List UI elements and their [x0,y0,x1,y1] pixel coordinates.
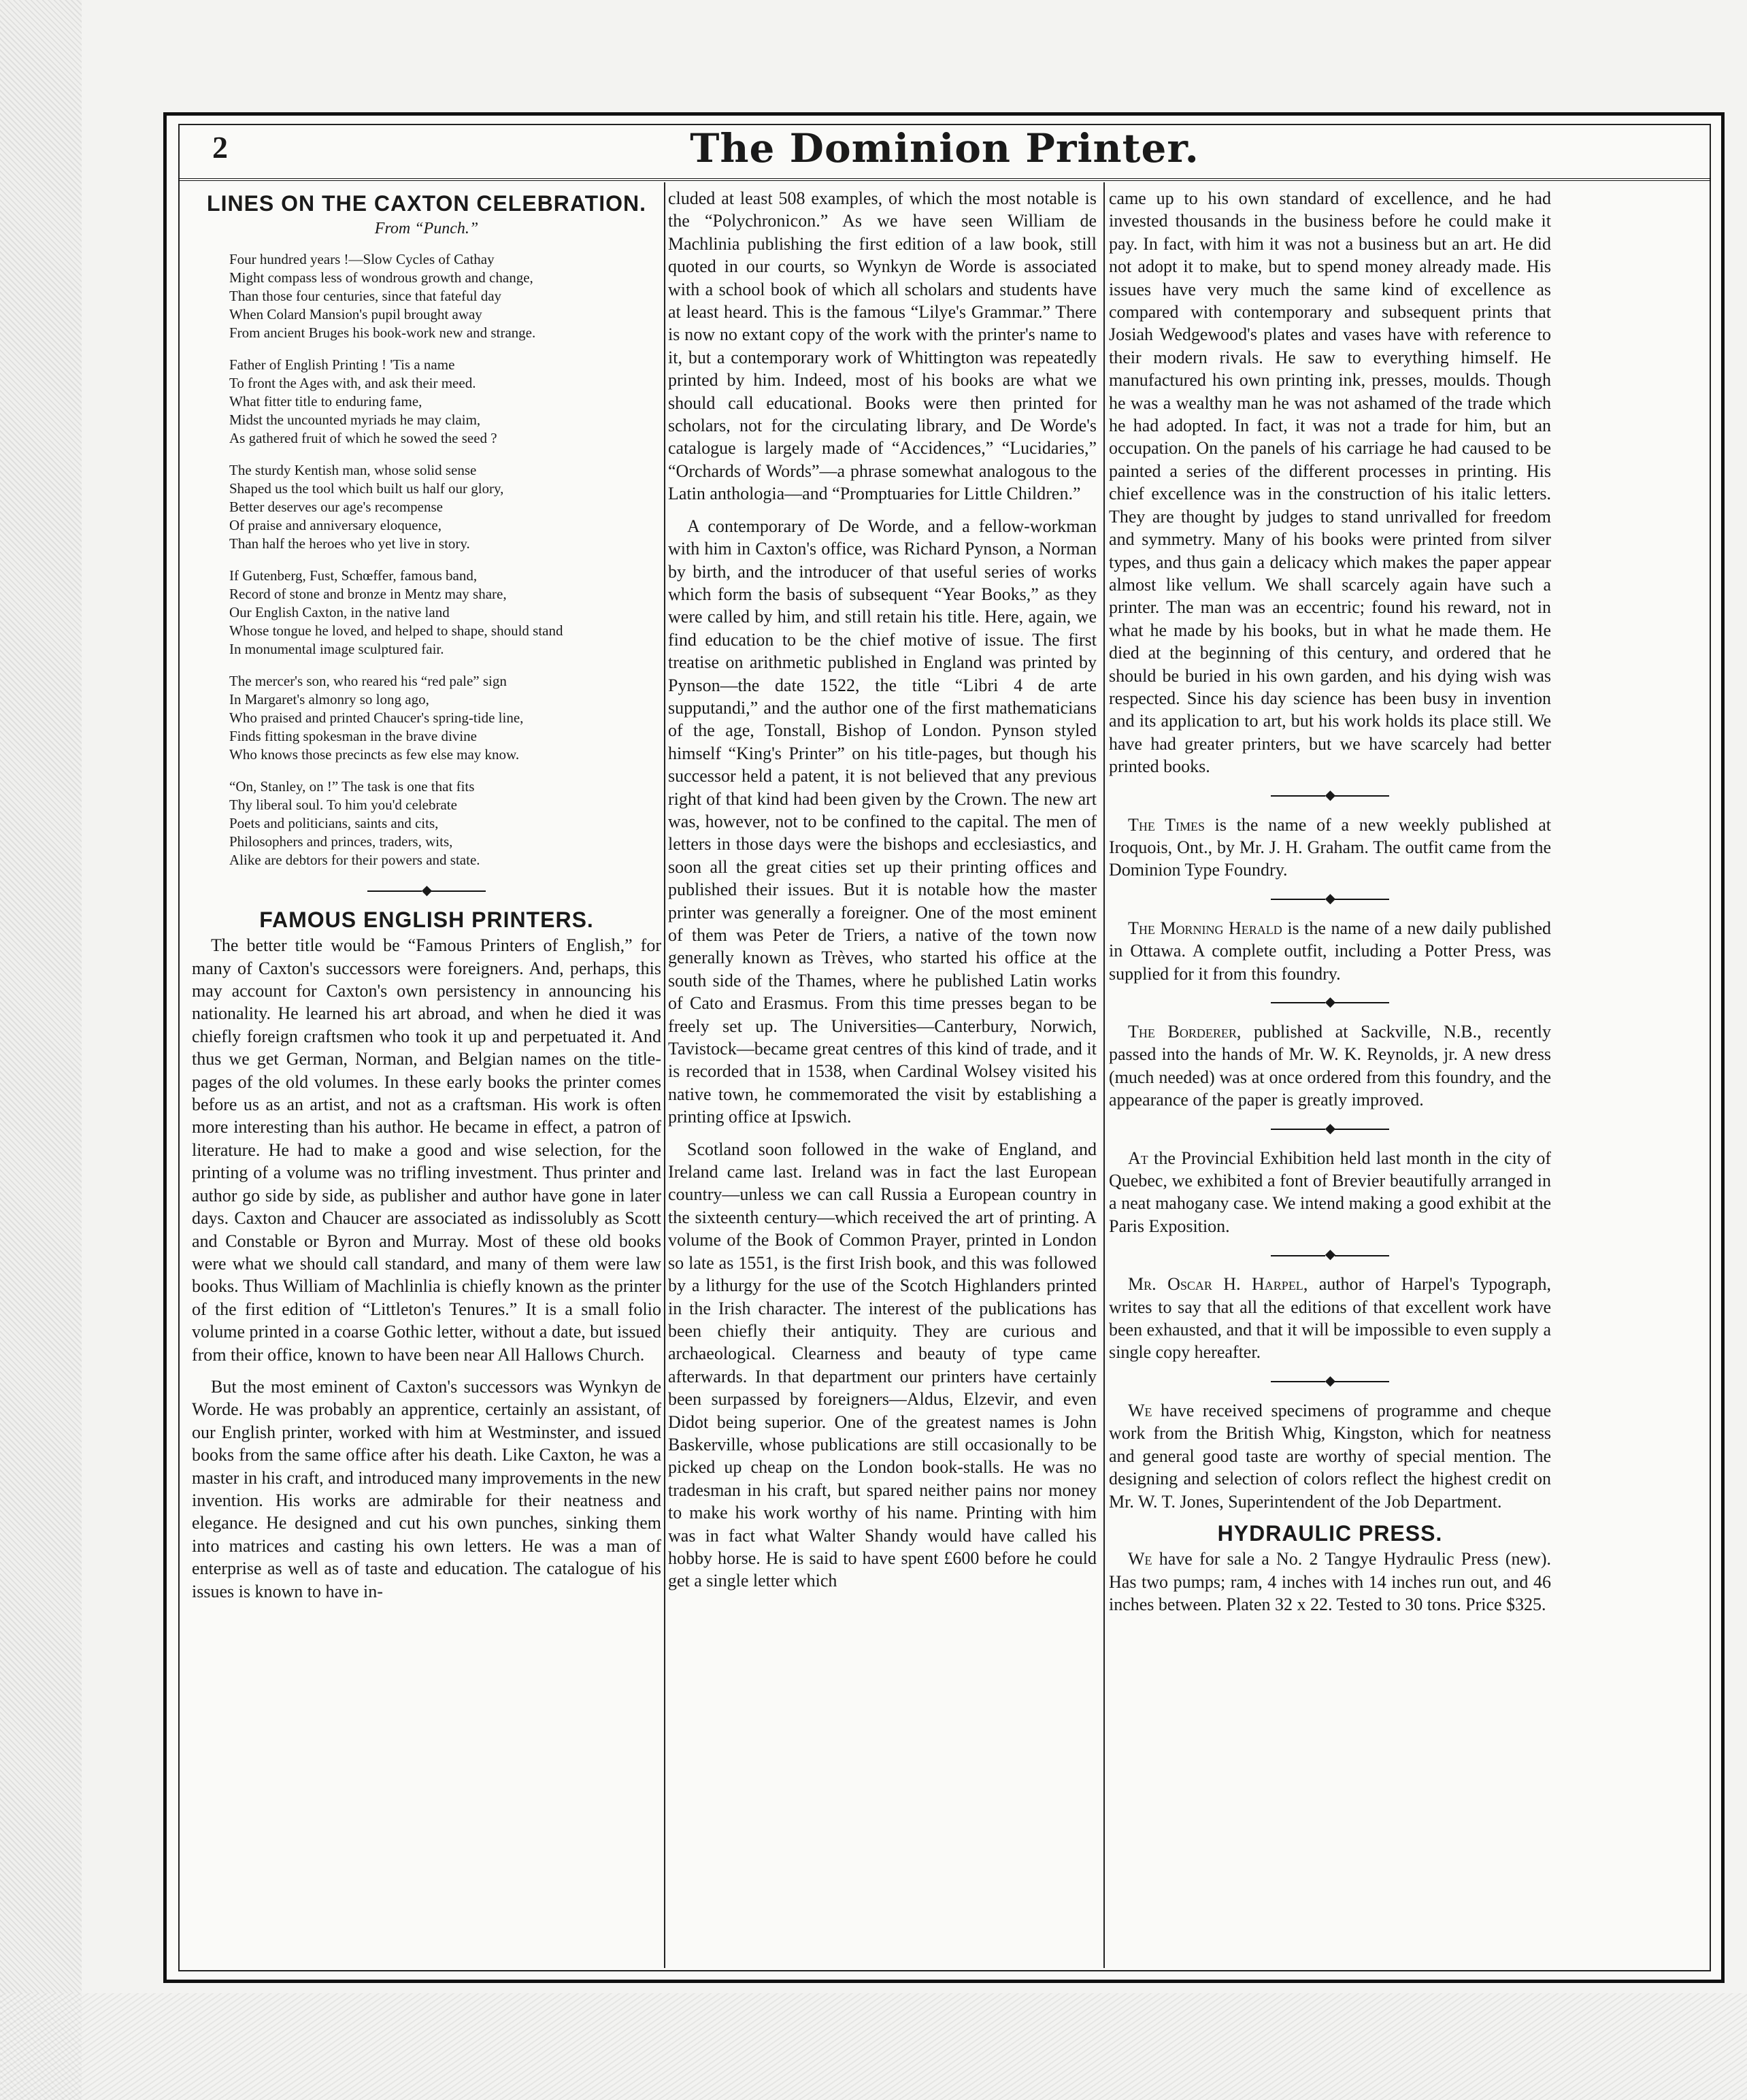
poem-line: As gathered fruit of which he sowed the seed ? [229,429,497,446]
poem-line: When Colard Mansion's pupil brought away [229,305,482,322]
column-3 [1109,187,1551,1956]
poem-stanza [229,250,661,342]
poem-line: Than half the heroes who yet live in story. [229,535,470,552]
poem-stanza [229,356,661,448]
section-ornament: ◆ [1109,1121,1551,1136]
notice-text: is the name of a new daily published in Ottawa. A complete outfit, including a Potter Press, was supplied for it from this foundry. [1109,918,1551,984]
poem-line: If Gutenberg, Fust, Schœffer, famous band, [229,567,478,584]
poem-line: Four hundred years !—Slow Cycles of Cathay [229,250,495,267]
poem-line: The mercer's son, who reared his “red pale” sign [229,672,507,689]
poem-line: Midst the uncounted myriads he may claim, [229,411,481,428]
notice-lead: The Morning Herald [1128,918,1282,938]
poem-line: Record of stone and bronze in Mentz may share, [229,585,507,602]
notice-exhibition [1109,1147,1551,1238]
poem-line: Than those four centuries, since that fateful day [229,287,502,304]
poem-line: Poets and politicians, saints and cits, [229,814,439,831]
notice-harpel [1109,1273,1551,1364]
poem-line: Thy liberal soul. To him you'd celebrate [229,796,457,813]
section-ornament: ◆ [1109,788,1551,803]
notice-times [1109,814,1551,882]
article-paragraph: came up to his own standard of excellence, and he had invested thousands in the business before he could make it pay. In fact, with him it was not a business but an art. He did not adopt it to make, but to spend money already made. His issues have very much the same kind of excellence as compared with contemporary and subsequent prints that Josiah Wedgewood's plates and vases have with reference to their modern rivals. He saw to everything himself. He manufactured his own printing ink, presses, moulds. Though he was a wealthy man he was not ashamed of the trade which he had adopted. In fact, it was not a trade for him, but an occupation. On the panels of his carriage he had caused to be painted a series of the different processes in printing. His chief excellence was in the construction of his italic letters. They are thought by judges to stand unrivalled for freedom and symmetry. Many of his books were printed from silver types, and thus gain a delicacy which makes the paper appear almost like vellum. We shall scarcely again have such a printer. The man was an eccentric; found his reward, not in what he made by his books, but in what he made them. He died at the beginning of this century, and ordered that he should be buried in his own garden, and his dying wish was respected. Since his day science has been busy in invention and its application to art, but his work holds its place still. We have had greater printers, but we have scarcely had better printed books. [1109,188,1551,777]
column-2 [668,187,1097,1956]
notice-british-whig [1109,1399,1551,1513]
poem-line: Alike are debtors for their powers and state. [229,851,480,868]
poem-heading: LINES ON THE CAXTON CELEBRATION. [207,191,646,216]
newspaper-title: The Dominion Printer. [690,125,1199,171]
article-paragraph: A contemporary of De Worde, and a fellow-workman with him in Caxton's office, was Richard Pynson, a Norman by birth, and the introducer of that useful series of works which form the basis of subsequent “Year Books,” as they were called by him, and still retain his title. Here, again, we find education to be the chief motive of issue. The first treatise on arithmetic published in England was printed by Pynson—the date 1522, the title “Libri 4 de arte supputandi,” and the author one of the first mathematicians of the age, Tonstall, Bishop of London. Pynson styled himself “King's Printer” on his title-pages, but though his successor held a patent, it is not believed that any previous right of that kind had been given by the Crown. The new art was, however, not to be confined to the capital. The men of letters in those days were the bishops and ecclesiastics, and soon all the great cities set up their printing offices and published their issues. But it is notable how the master printer was generally a foreigner. One of the most eminent of them was Peter de Triers, a native of the town now generally known as Trèves, who started his office at the south side of the Thames, where he published Latin works of Cato and Erasmus. From this time presses began to be freely set up. The Universities—Canterbury, Norwich, Tavistock—became great centres of this kind of trade, and it is recorded that in 1538, when Cardinal Wolsey visited his native town, he commemorated the visit by establishing a printing office at Ipswich. [668,516,1097,1127]
section-ornament: ◆ [1109,891,1551,906]
article-paragraph: cluded at least 508 examples, of which the most notable is the “Polychronicon.” As we have seen William de Machlinia publishing the first edition of a law book, still quoted in our courts, so Wynkyn de Worde is associated with a school book of which all scholars and students have at least heard. This is the famous “Lilye's Grammar.” There is now no extant copy of the work with the printer's name to it, but a contemporary work of Whittington was repeatedly printed by him. Indeed, most of his books are what we should call educational. Books were then printed for scholars, not for the circulating library, and De Worde's catalogue is largely made of “Accidences,” “Lucidaries,” “Orchards of Words”—a phrase somewhat analogous to the Latin anthologia—and “Promptuaries for Little Children.” [668,188,1097,504]
poem-stanza [229,461,661,553]
notice-lead: Mr. Oscar H. Harpel [1128,1274,1303,1295]
poem-line: The sturdy Kentish man, whose solid sense [229,461,477,478]
poem-line: Whose tongue he loved, and helped to shape, should stand [229,622,563,639]
poem-line: Who knows those precincts as few else may know. [229,746,520,763]
section-ornament: ◆ [1109,1247,1551,1262]
ad-lead: We [1128,1549,1152,1569]
poem-line: Better deserves our age's recompense [229,498,443,515]
article-paragraph: Scotland soon followed in the wake of England, and Ireland came last. Ireland was in fact the last European country—unless we can call Russia a European country in the sixteenth century—which received the art of printing. A volume of the Book of Common Prayer, printed in London so late as 1551, is the first Irish book, and this was followed by a lithurgy for the use of the Scotch Highlanders printed in the Irish character. The interest of the publications has been chiefly their antiquity. They are curious and archaeological. Clearness and beauty of type came afterwards. In that department our printers have certainly been surpassed by foreigners—Aldus, Elzevir, and even Didot being superior. One of the greatest names is John Baskerville, whose publications are still occasionally to be picked up cheap on the London book-stalls. He was no tradesman in his craft, but spared neither pains nor money to make his work worthy of his name. Printing with him was in fact what Walter Shandy would have called his hobby horse. He is said to have spent £600 before he could get a single letter which [668,1139,1097,1591]
scan-speckle-bottom [0,1993,1747,2100]
notice-lead: We [1128,1400,1152,1420]
poem-line: Finds fitting spokesman in the brave divine [229,727,477,744]
poem-stanza [229,672,661,764]
poem-source: From “Punch.” [374,220,479,238]
page-number: 2 [212,130,228,165]
poem-line: Our English Caxton, in the native land [229,603,450,620]
masthead [178,124,1711,181]
poem-line: Shaped us the tool which built us half our glory, [229,480,504,497]
notice-lead: The Borderer [1128,1022,1237,1041]
column-rule [1103,182,1105,1968]
poem-line: To front the Ages with, and ask their meed. [229,374,476,391]
poem-line: From ancient Bruges his book-work new and strange. [229,324,536,341]
ad-body: have for sale a No. 2 Tangye Hydraulic Press (new). Has two pumps; ram, 4 inches with 14 inches run out, and 46 inches between. Platen 32 x 22. Tested to 30 tons. Price $325. [1109,1549,1551,1615]
poem-body [192,250,661,869]
notice-lead: At [1128,1148,1148,1168]
ad-text [1109,1548,1551,1616]
notice-text: the Provincial Exhibition held last month in the city of Quebec, we exhibited a font of Brevier beautifully arranged in a neat mahogany case. We intend making a good exhibit at the Paris Exposition. [1109,1148,1551,1236]
poem-line: “On, Stanley, on !” The task is one that fits [229,778,475,795]
poem-line: Of praise and anniversary eloquence, [229,516,442,533]
notice-morning-herald [1109,917,1551,985]
column-1 [192,187,661,1956]
notice-text: have received specimens of programme and cheque work from the British Whig, Kingston, which for neatness and general good taste are worthy of special mention. The designing and selection of colors reflect the highest credit on Mr. W. T. Jones, Superintendent of the Job Department. [1109,1400,1551,1512]
poem-line: In Margaret's almonry so long ago, [229,690,429,707]
section-ornament: ◆ [192,883,661,898]
notice-borderer [1109,1020,1551,1112]
poem-stanza [229,567,661,659]
article-paragraph: The better title would be “Famous Printers of English,” for many of Caxton's successors were foreigners. And, perhaps, this may account for Caxton's own persistency in announcing his nationality. He learned his art abroad, and when he died it was chiefly foreign craftsmen who took it up and perpetuated it. And thus we get German, Norman, and Belgian names on the title-pages of the old volumes. In these early books the printer comes before us as an artist, and not as a craftsman. His work is often more interesting than his author. He became in effect, a patron of literature. He had to make a good and wise selection, for the printing of a volume was no trifling investment. Thus printer and author go side by side, as publisher and author have gone in later days. Caxton and Chaucer are associated as indissolubly as Scott and Constable or Byron and Murray. Most of these old books were what we should call standard, and many of them were law books. Thus William of Machlinlia is chiefly known as the printer of the first edition of “Littleton's Tenures.” It is a small folio volume printed in a coarse Gothic letter, without a date, but issued from their office, known to have been near All Hallows Church. [192,935,661,1365]
poem-line: Who praised and printed Chaucer's spring-tide line, [229,709,524,726]
notice-text: , published at Sackville, N.B., recently passed into the hands of Mr. W. K. Reynolds, jr. A new dress (much needed) was at once ordered from this foundry, and the appearance of the paper is greatly improved. [1109,1022,1551,1110]
section-ornament: ◆ [1109,995,1551,1010]
poem-line: In monumental image sculptured fair. [229,640,444,657]
poem-line: Father of English Printing ! 'Tis a name [229,356,455,373]
notice-lead: The Times [1128,814,1205,835]
scan-speckle [0,0,82,2100]
article-heading: FAMOUS ENGLISH PRINTERS. [259,907,594,932]
notice-text: is the name of a new weekly published at Iroquois, Ont., by Mr. J. H. Graham. The outfit came from the Dominion Type Foundry. [1109,814,1551,880]
ad-heading: HYDRAULIC PRESS. [1217,1520,1443,1546]
poem-line: Philosophers and princes, traders, wits, [229,833,453,850]
article-paragraph: But the most eminent of Caxton's successors was Wynkyn de Worde. He was probably an apprentice, certainly an assistant, of our English printer, worked with him at Westminster, and issued books from the same office after his death. Like Caxton, he was a master in his craft, and introduced many improvements in the new invention. His works are admirable for their neatness and elegance. He designed and cut his own punches, sinking them into matrices and casting his own letters. He was a man of enterprise as well as of taste and education. The catalogue of his issues is known to have in- [192,1376,661,1601]
column-rule [664,182,665,1968]
poem-line: What fitter title to enduring fame, [229,393,422,410]
poem-line: Might compass less of wondrous growth and change, [229,269,533,286]
poem-stanza [229,778,661,869]
notice-text: , author of Harpel's Typograph, writes to say that all the editions of that excellent work have been exhausted, and that it will be impossible to even supply a single copy hereafter. [1109,1274,1551,1363]
section-ornament: ◆ [1109,1373,1551,1388]
